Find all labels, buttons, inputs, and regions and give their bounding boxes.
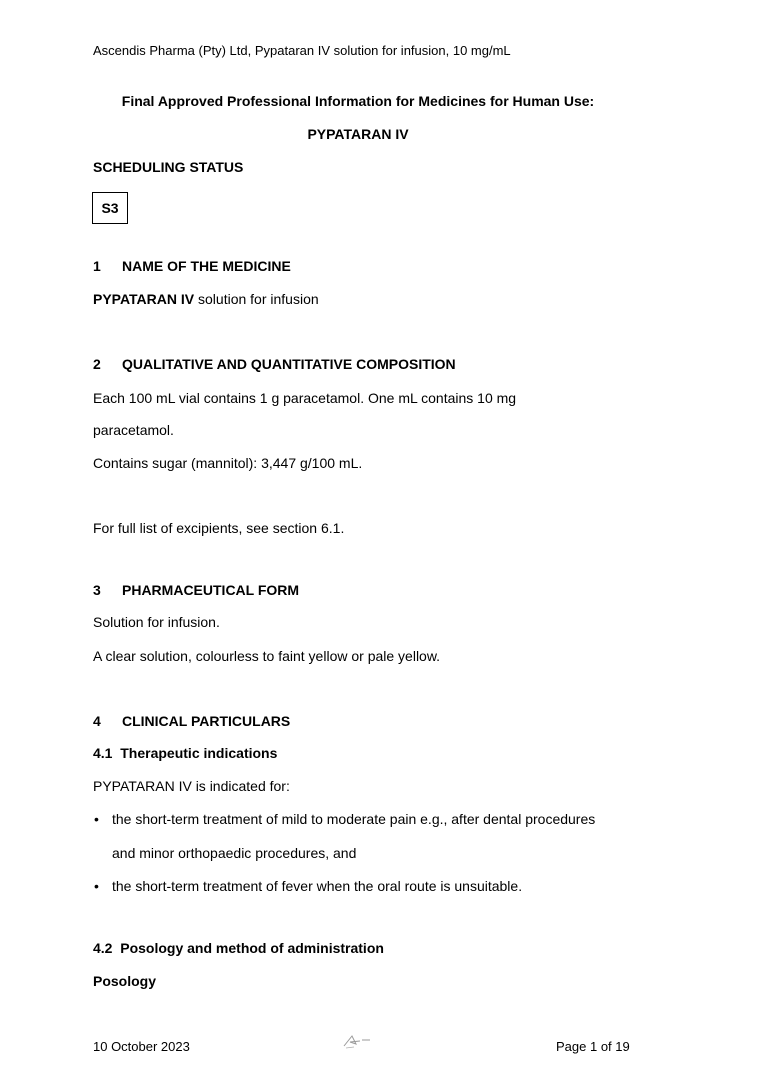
section-number: 2 xyxy=(93,356,101,372)
body-text: paracetamol. xyxy=(93,422,174,438)
subsection-heading xyxy=(93,745,277,761)
medicine-name-bold: PYPATARAN IV xyxy=(93,291,195,307)
page-number: Page 1 of 19 xyxy=(556,1039,630,1054)
product-title: PYPATARAN IV xyxy=(307,126,409,142)
section-heading: CLINICAL PARTICULARS xyxy=(122,713,291,729)
section-number: 4 xyxy=(93,713,101,729)
bullet-icon: • xyxy=(94,878,99,894)
section-heading: NAME OF THE MEDICINE xyxy=(122,258,291,274)
subsection-number: 4.1 xyxy=(93,745,113,761)
list-item-continuation: and minor orthopaedic procedures, and xyxy=(112,845,357,861)
section-heading: QUALITATIVE AND QUANTITATIVE COMPOSITION xyxy=(122,356,456,372)
scheduling-status-heading: SCHEDULING STATUS xyxy=(93,159,244,175)
posology-heading: Posology xyxy=(93,973,157,989)
schedule-badge: S3 xyxy=(92,192,128,224)
section-number: 3 xyxy=(93,582,101,598)
section-heading: PHARMACEUTICAL FORM xyxy=(122,582,300,598)
body-text: For full list of excipients, see section 6.1. xyxy=(93,520,345,536)
subsection-number: 4.2 xyxy=(93,940,113,956)
body-text: Contains sugar (mannitol): 3,447 g/100 mL. xyxy=(93,455,363,471)
document-title: Final Approved Professional Information for Medicines for Human Use: xyxy=(121,93,595,109)
subsection-title: Posology and method of administration xyxy=(120,940,384,956)
subsection-title: Therapeutic indications xyxy=(120,745,278,761)
bullet-icon: • xyxy=(94,811,99,827)
body-text: Each 100 mL vial contains 1 g paracetamol. One mL contains 10 mg xyxy=(93,390,517,406)
subsection-heading xyxy=(93,940,384,956)
medicine-name xyxy=(93,291,319,307)
footer-date: 10 October 2023 xyxy=(93,1039,190,1054)
body-text: PYPATARAN IV is indicated for: xyxy=(93,778,290,794)
medicine-name-rest: solution for infusion xyxy=(194,291,319,307)
body-text: Solution for infusion. xyxy=(93,614,220,630)
signature-mark-icon xyxy=(340,1030,374,1052)
body-text: A clear solution, colourless to faint yellow or pale yellow. xyxy=(93,648,441,664)
document-header: Ascendis Pharma (Pty) Ltd, Pypataran IV solution for infusion, 10 mg/mL xyxy=(93,43,511,58)
list-item: the short-term treatment of fever when the oral route is unsuitable. xyxy=(112,878,523,894)
section-number: 1 xyxy=(93,258,101,274)
list-item: the short-term treatment of mild to moderate pain e.g., after dental procedures xyxy=(112,811,596,827)
